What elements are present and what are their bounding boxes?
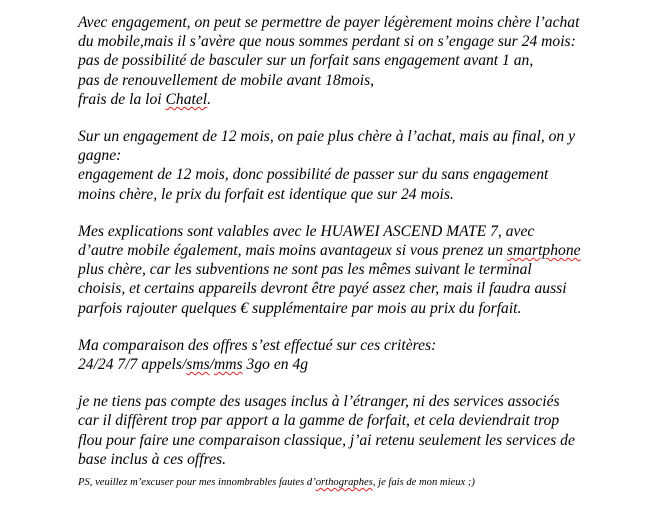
text-line (78, 222, 638, 241)
text-line (78, 71, 638, 90)
paragraph (78, 336, 638, 374)
text-segment: flou pour faire une comparaison classique, j’ai retenu seulement les services de (78, 431, 575, 449)
text-segment: parfois rajouter quelques € supplémentaire par mois au prix du forfait. (78, 299, 522, 317)
paragraph (78, 222, 638, 318)
text-segment: base inclus à ces offres. (78, 450, 226, 468)
text-segment: d’autre mobile également, mais moins avantageux si vous prenez un (78, 242, 507, 260)
text-segment: moins chère, le prix du forfait est identique que sur 24 mois. (78, 185, 454, 203)
text-segment: 3go en 4g (242, 356, 309, 374)
text-line (78, 450, 638, 469)
text-segment: du mobile,mais il s’avère que nous sommes perdant si on s’engage sur 24 mois: (78, 33, 576, 51)
text-segment: Sur un engagement de 12 mois, on paie plus chère à l’achat, mais au final, on y (78, 128, 576, 146)
spellcheck-flagged-word[interactable]: orthographes (315, 477, 373, 488)
text-line (78, 241, 638, 260)
text-segment: pas de possibilité de basculer sur un forfait sans engagement avant 1 an, (78, 52, 534, 70)
text-segment: . (207, 90, 212, 108)
spellcheck-flagged-word[interactable]: sms (186, 356, 210, 374)
text-line (78, 279, 638, 298)
text-line (78, 431, 638, 450)
text-segment: Mes explications sont valables avec le HUAWEI ASCEND MATE 7, avec (78, 222, 535, 240)
text-segment: engagement de 12 mois, donc possibilité de passer sur du sans engagement (78, 166, 549, 184)
text-segment: , je fais de mon mieux ;) (372, 477, 475, 488)
postscript-line (78, 476, 475, 489)
paragraph (78, 392, 638, 469)
text-segment: frais de la loi (78, 90, 166, 108)
document-body (78, 13, 638, 487)
text-line (78, 299, 638, 318)
spellcheck-flagged-word[interactable]: smartphone (506, 242, 581, 260)
text-line (78, 185, 638, 204)
spellcheck-flagged-word[interactable]: Chatel (165, 90, 208, 108)
paragraph (78, 127, 638, 204)
text-line (78, 32, 638, 51)
text-segment: gagne: (78, 147, 122, 165)
text-line (78, 392, 638, 411)
text-segment: 24/24 7/7 appels/ (78, 356, 187, 374)
text-segment: / (209, 356, 215, 374)
text-line (78, 90, 638, 109)
text-segment: Avec engagement, on peut se permettre de payer légèrement moins chère l’achat (78, 14, 580, 31)
text-segment: je ne tiens pas compte des usages inclus à l’étranger, ni des services associés (78, 393, 560, 411)
text-line (78, 336, 638, 355)
text-line (78, 260, 638, 279)
text-segment: PS, veuillez m’excuser pour mes innombrables fautes d’ (78, 477, 316, 488)
text-line (78, 146, 638, 165)
text-line (78, 127, 638, 146)
text-segment: pas de renouvellement de mobile avant 18mois, (78, 71, 375, 89)
spellcheck-flagged-word[interactable]: mms (214, 356, 243, 374)
text-segment: car il diffèrent trop par apport a la gamme de forfait, et cela deviendrait trop (78, 412, 560, 430)
paragraph (78, 13, 638, 109)
text-line (78, 355, 638, 374)
text-line (78, 51, 638, 70)
text-segment: Ma comparaison des offres s’est effectué sur ces critères: (78, 336, 437, 354)
text-line (78, 13, 638, 32)
text-line (78, 165, 638, 184)
text-line (78, 411, 638, 430)
text-segment: plus chère, car les subventions ne sont pas les mêmes suivant le terminal (78, 261, 532, 279)
text-segment: choisis, et certains appareils devront être payé assez cher, mais il faudra aussi (78, 280, 567, 298)
